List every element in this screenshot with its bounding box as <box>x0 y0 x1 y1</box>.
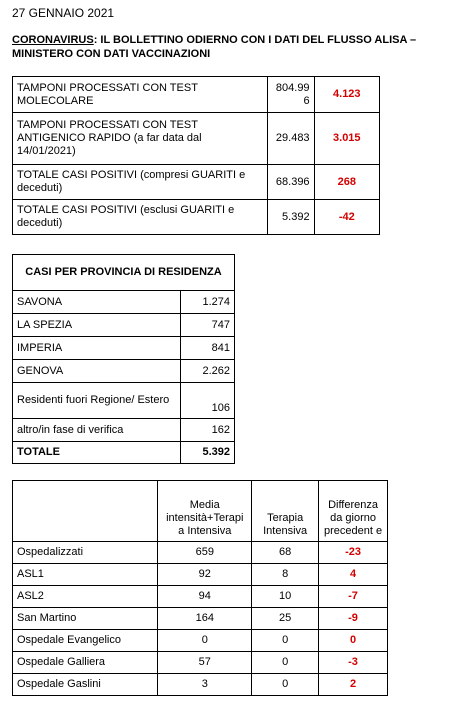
column-header: Terapia Intensiva <box>252 481 319 542</box>
table-row <box>13 383 235 419</box>
table-row <box>13 291 235 314</box>
table-row <box>13 314 235 337</box>
hospital-ti: 0 <box>252 630 319 652</box>
table-row <box>13 674 388 696</box>
province-value: 162 <box>180 419 234 442</box>
hospital-media: 3 <box>158 674 252 696</box>
province-value: 1.274 <box>180 291 234 314</box>
province-name: LA SPEZIA <box>13 314 181 337</box>
table-row <box>13 564 388 586</box>
table-row <box>13 113 380 165</box>
table-row <box>13 542 388 564</box>
hospital-media: 0 <box>158 630 252 652</box>
hospital-name: Ospedalizzati <box>13 542 158 564</box>
province-name: SAVONA <box>13 291 181 314</box>
province-table <box>12 254 235 464</box>
table-header-row <box>13 481 388 542</box>
province-name: GENOVA <box>13 360 181 383</box>
table-row <box>13 360 235 383</box>
hospital-name: San Martino <box>13 608 158 630</box>
table-row <box>13 652 388 674</box>
report-date: 27 GENNAIO 2021 <box>12 6 115 20</box>
hospital-media: 164 <box>158 608 252 630</box>
hospital-name: ASL2 <box>13 586 158 608</box>
summary-value: 5.392 <box>267 200 314 235</box>
summary-label: TAMPONI PROCESSATI CON TEST ANTIGENICO RAPIDO (a far data dal 14/01/2021) <box>13 113 268 165</box>
summary-value: 29.483 <box>267 113 314 165</box>
table-row <box>13 419 235 442</box>
table-row <box>13 586 388 608</box>
summary-label: TAMPONI PROCESSATI CON TEST MOLECOLARE <box>13 77 268 113</box>
hospital-diff: 0 <box>319 630 388 652</box>
summary-diff: -42 <box>314 200 379 235</box>
province-name: altro/in fase di verifica <box>13 419 181 442</box>
table-header-row <box>13 255 235 291</box>
hospital-diff: -7 <box>319 586 388 608</box>
headline-keyword: CORONAVIRUS <box>12 34 94 46</box>
province-name: IMPERIA <box>13 337 181 360</box>
hospital-diff: -3 <box>319 652 388 674</box>
province-value: 841 <box>180 337 234 360</box>
table-row <box>13 200 380 235</box>
hospital-ti: 25 <box>252 608 319 630</box>
hospital-diff: 2 <box>319 674 388 696</box>
hospital-ti: 10 <box>252 586 319 608</box>
headline-text: : IL BOLLETTINO ODIERNO CON I DATI DEL FLUSSO ALISA – MINISTERO CON DATI VACCINAZIONI <box>12 34 417 60</box>
hospital-media: 659 <box>158 542 252 564</box>
summary-value: 68.396 <box>267 165 314 200</box>
province-name: Residenti fuori Regione/ Estero <box>13 383 181 419</box>
hospital-media: 57 <box>158 652 252 674</box>
hospital-ti: 68 <box>252 542 319 564</box>
province-table-header: CASI PER PROVINCIA DI RESIDENZA <box>13 255 235 291</box>
column-header <box>13 481 158 542</box>
summary-diff: 4.123 <box>314 77 379 113</box>
summary-diff: 268 <box>314 165 379 200</box>
summary-label: TOTALE CASI POSITIVI (esclusi GUARITI e deceduti) <box>13 200 268 235</box>
headline <box>12 33 460 61</box>
column-header: Media intensità+Terapi a Intensiva <box>158 481 252 542</box>
table-row <box>13 165 380 200</box>
hospital-table <box>12 480 388 696</box>
summary-label: TOTALE CASI POSITIVI (compresi GUARITI e deceduti) <box>13 165 268 200</box>
hospital-diff: -23 <box>319 542 388 564</box>
province-total-value: 5.392 <box>180 442 234 464</box>
summary-table <box>12 76 380 235</box>
hospital-diff: -9 <box>319 608 388 630</box>
hospital-name: Ospedale Gaslini <box>13 674 158 696</box>
hospital-name: ASL1 <box>13 564 158 586</box>
table-row <box>13 608 388 630</box>
table-row <box>13 77 380 113</box>
province-total-label: TOTALE <box>13 442 181 464</box>
province-value: 106 <box>180 383 234 419</box>
summary-value: 804.996 <box>267 77 314 113</box>
column-header: Differenza da giorno precedent e <box>319 481 388 542</box>
hospital-ti: 8 <box>252 564 319 586</box>
hospital-ti: 0 <box>252 674 319 696</box>
hospital-diff: 4 <box>319 564 388 586</box>
hospital-name: Ospedale Evangelico <box>13 630 158 652</box>
table-row <box>13 630 388 652</box>
summary-diff: 3.015 <box>314 113 379 165</box>
province-value: 747 <box>180 314 234 337</box>
hospital-media: 94 <box>158 586 252 608</box>
table-row <box>13 337 235 360</box>
hospital-ti: 0 <box>252 652 319 674</box>
province-value: 2.262 <box>180 360 234 383</box>
table-row <box>13 442 235 464</box>
hospital-media: 92 <box>158 564 252 586</box>
hospital-name: Ospedale Galliera <box>13 652 158 674</box>
